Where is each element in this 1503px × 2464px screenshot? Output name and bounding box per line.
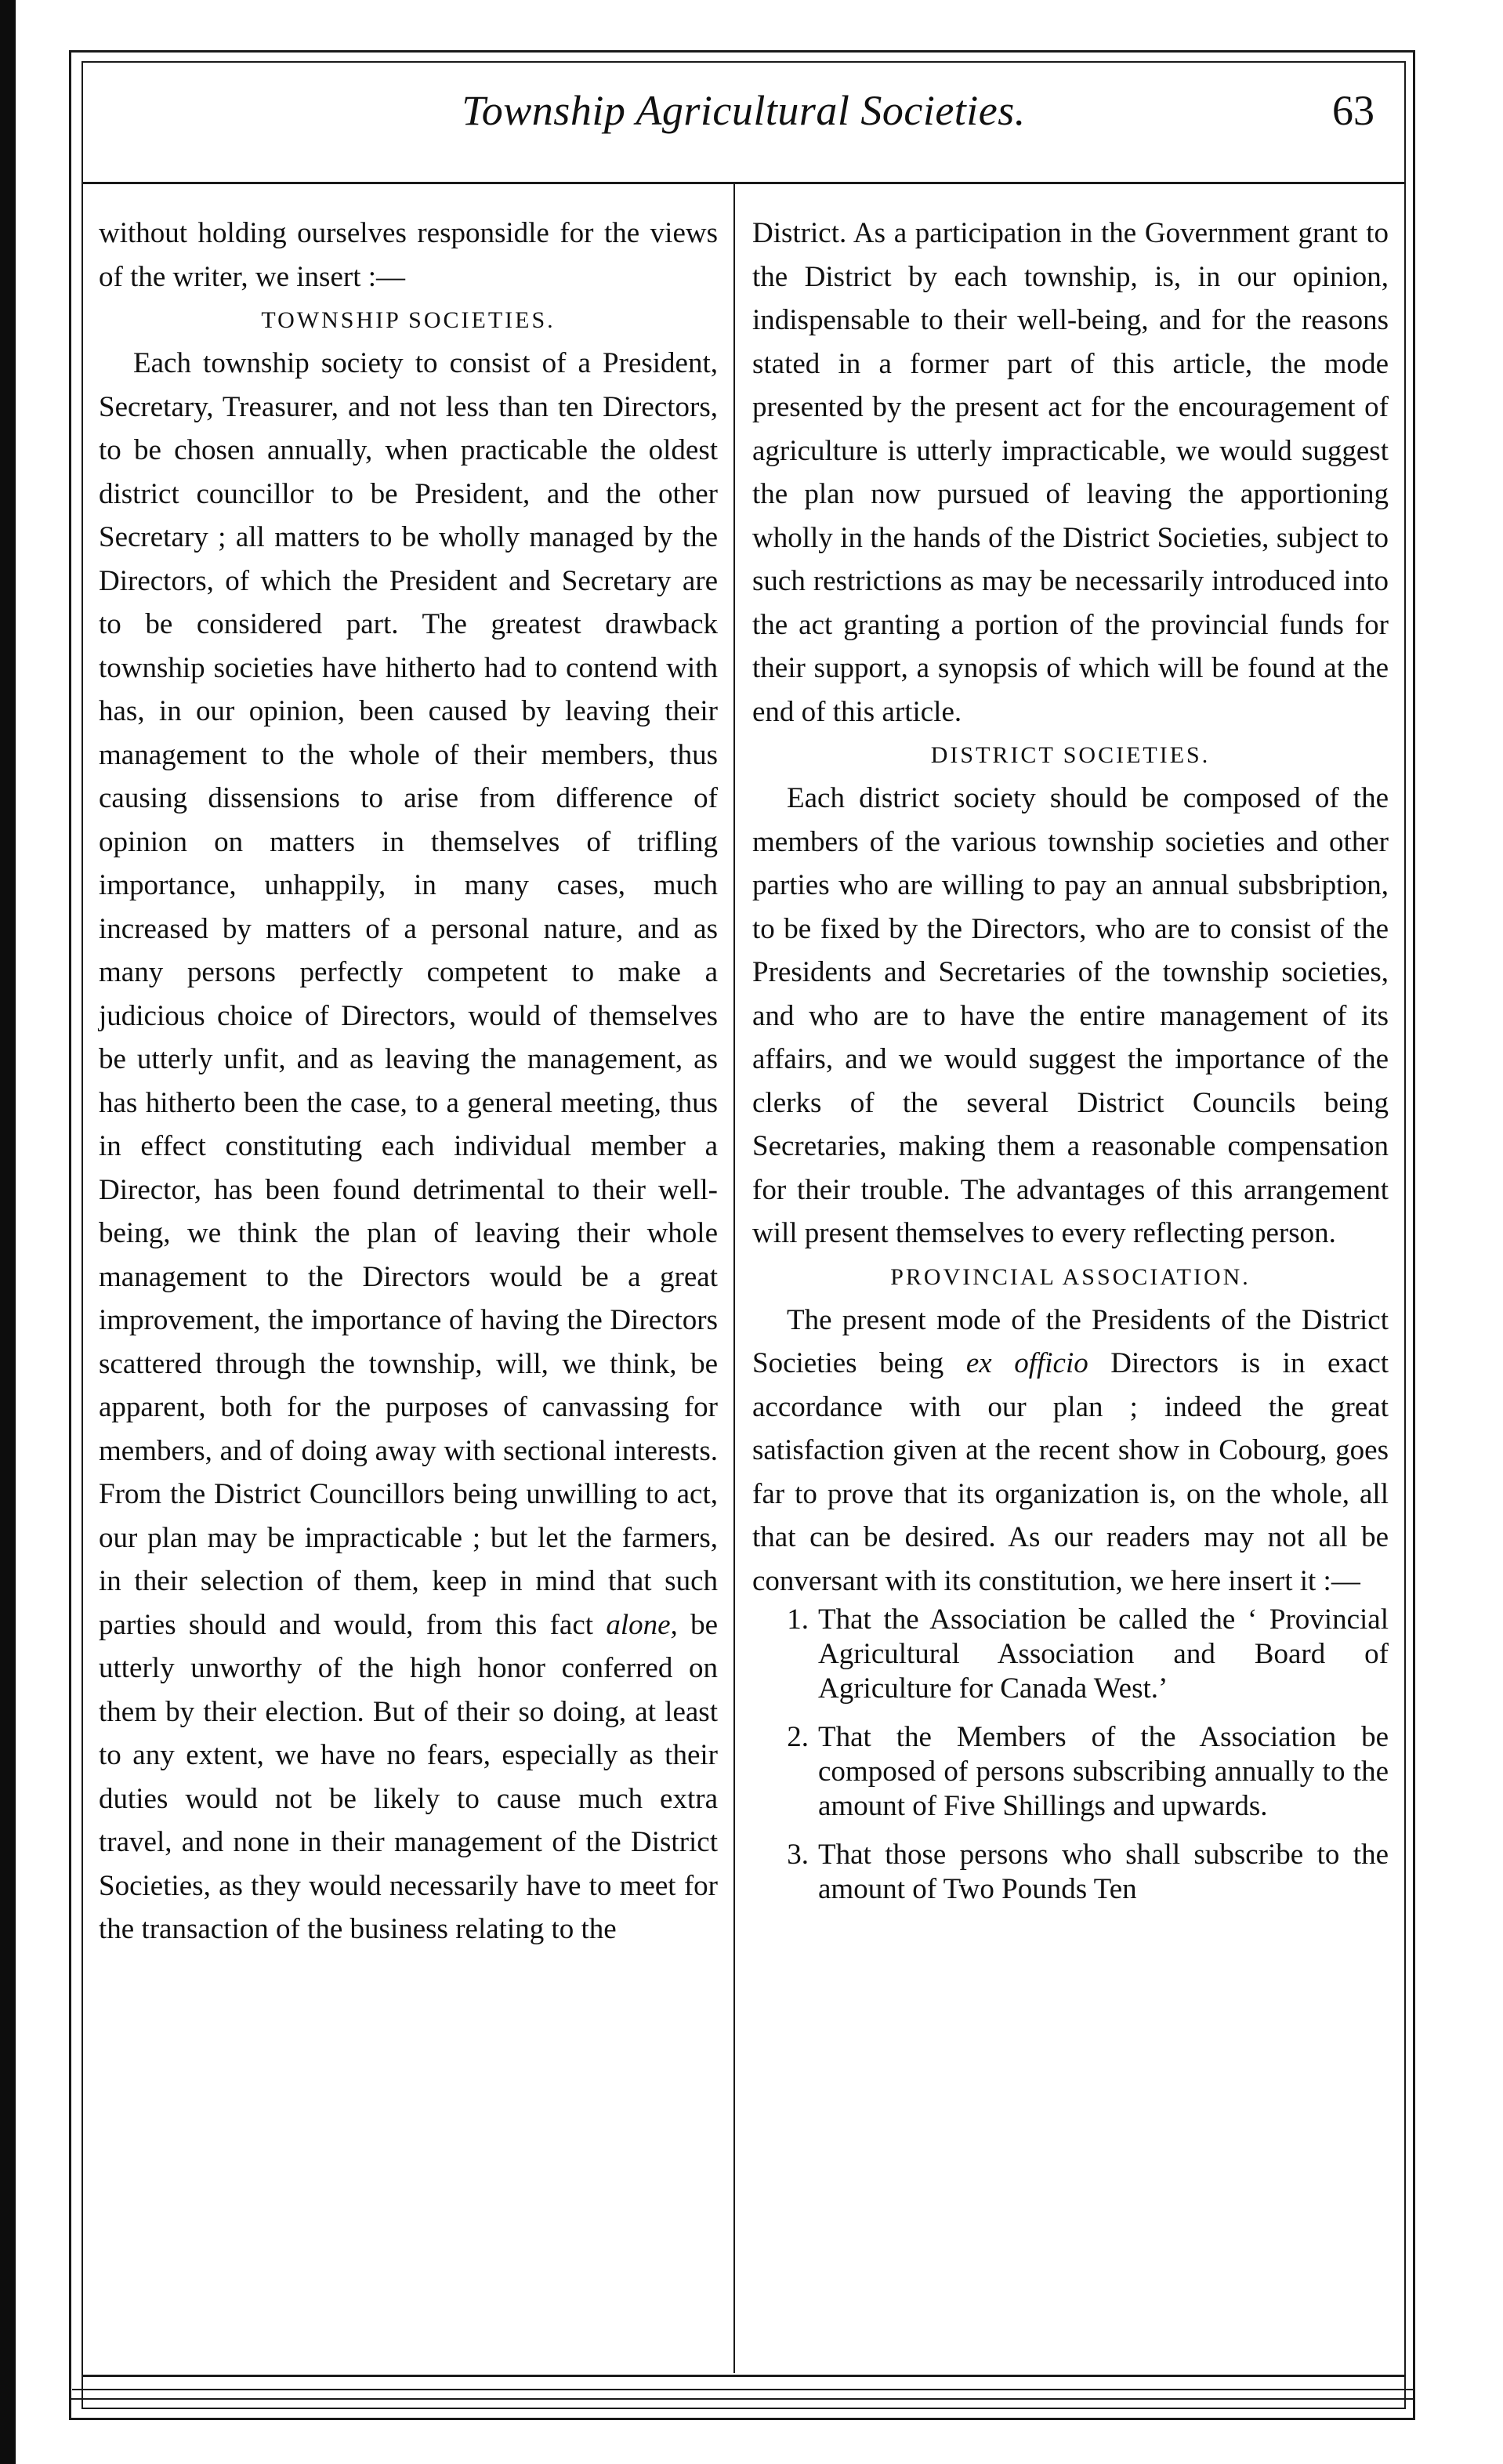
district-paragraph: Each district society should be composed of the members of the various township societies and other parties who are willing to pay an annual subsbription, to be fixed by the Directors, who are to consist of the Presidents and Secretaries of the township societies, and who are to have the entire management of its affairs, and we would suggest the importance of the clerks of the several District Councils being Secretaries, making them a reasonable compensation for their trouble. The advantages of this arrangement will present themselves to every reflecting person. — [752, 782, 1389, 1249]
article-text: That those persons who shall subscribe to the amount of Two Pounds Ten — [818, 1839, 1389, 1905]
header-rule — [81, 182, 1406, 184]
intro-paragraph: without holding ourselves responsidle for the views of the writer, we insert :— — [99, 217, 718, 293]
book-spine-shadow — [0, 0, 16, 2464]
article-item — [752, 1720, 1389, 1824]
heading-district-societies: DISTRICT SOCIETIES. — [930, 742, 1211, 768]
continuation-paragraph: District. As a participation in the Government grant to the District by each township, is, in our opinion, indispensable to their well-being, and for the reasons stated in a former part of this article, the mode presented by the present act for the encouragement of agriculture is utterly impracticable, we would suggest the plan now pursued of leaving the apportioning wholly in the hands of the District Societies, subject to such restrictions as may be necessarily introduced into the act granting a portion of the provincial funds for their support, a synopsis of which will be found at the end of this article. — [752, 217, 1389, 728]
township-text: Each township society to consist of a President, Secretary, Treasurer, and not less than ten Directors, to be chosen annually, when practicable the oldest district councillor to be President, and the other Secretary ; all matters to be wholly managed by the Directors, of which the President and Secretary are to be considered part. The greatest drawback township societies have hitherto had to contend with has, in our opinion, been caused by leaving their management to the whole of their members, thus causing dissensions to arise from difference of opinion on matters in themselves of trifling importance, unhappily, in many cases, much increased by matters of a personal nature, and as many persons perfectly competent to make a judicious choice of Directors, would of themselves be utterly unfit, and as leaving the management, as has hitherto been the case, to a general meeting, thus in effect constituting each individual member a Director, has been found detrimental to their well-being, we think the plan of leaving their whole management to the Directors would be a great improvement, the importance of having the Directors scattered through the township, will, we think, be apparent, both for the purposes of canvassing for members, and of doing away with sectional interests. From the District Councillors being unwilling to act, our plan may be impracticable ; but let the farmers, in their selection of them, keep in mind that such parties should and would, from this fact — [99, 347, 718, 1641]
running-title: Township Agricultural Societies. — [462, 87, 1026, 134]
right-column — [752, 212, 1389, 1907]
heading-township-societies: TOWNSHIP SOCIETIES. — [261, 307, 556, 333]
heading-provincial-association: PROVINCIAL ASSOCIATION. — [890, 1263, 1251, 1290]
article-text: That the Association be called the ‘ Provincial Agricultural Association and Board of Agriculture for Canada West.’ — [818, 1603, 1389, 1705]
article-number: 2. — [787, 1721, 809, 1753]
article-number: 3. — [787, 1839, 809, 1871]
footer-rule — [69, 2398, 1415, 2400]
article-item — [752, 1838, 1389, 1907]
provincial-paragraph — [752, 1299, 1389, 1603]
page-number: 63 — [1332, 87, 1374, 134]
emphasis-alone: alone, — [606, 1608, 678, 1641]
provincial-text: The present mode of the Presidents of the District Societies being — [752, 1303, 1389, 1379]
left-column — [99, 212, 718, 1951]
footer-rule — [72, 2389, 1414, 2390]
article-item — [752, 1603, 1389, 1706]
emphasis-ex-officio: ex officio — [965, 1347, 1088, 1379]
constitution-articles — [752, 1603, 1389, 1907]
column-divider — [733, 182, 735, 2373]
article-number: 1. — [787, 1603, 809, 1636]
provincial-text-end: Directors is in exact accordance with our plan ; indeed the great satisfaction given at the recent show in Cobourg, goes far to prove that its organization is, on the whole, all that can be desired. As our readers may not all be conversant with its constitution, we here insert it :— — [752, 1347, 1389, 1597]
article-text: That the Members of the Association be composed of persons subscribing annually to the amount of Five Shillings and upwards. — [818, 1721, 1389, 1822]
footer-rule — [81, 2375, 1406, 2377]
page-header — [81, 78, 1406, 149]
township-paragraph — [99, 342, 718, 1951]
township-text-end: be utterly unworthy of the high honor conferred on them by their election. But of their so doing, at least to any extent, we have no fears, especially as their duties would not be likely to cause much extra travel, and none in their management of the District Societies, as they would necessarily have to meet for the transaction of the business relating to the — [99, 1608, 719, 1945]
